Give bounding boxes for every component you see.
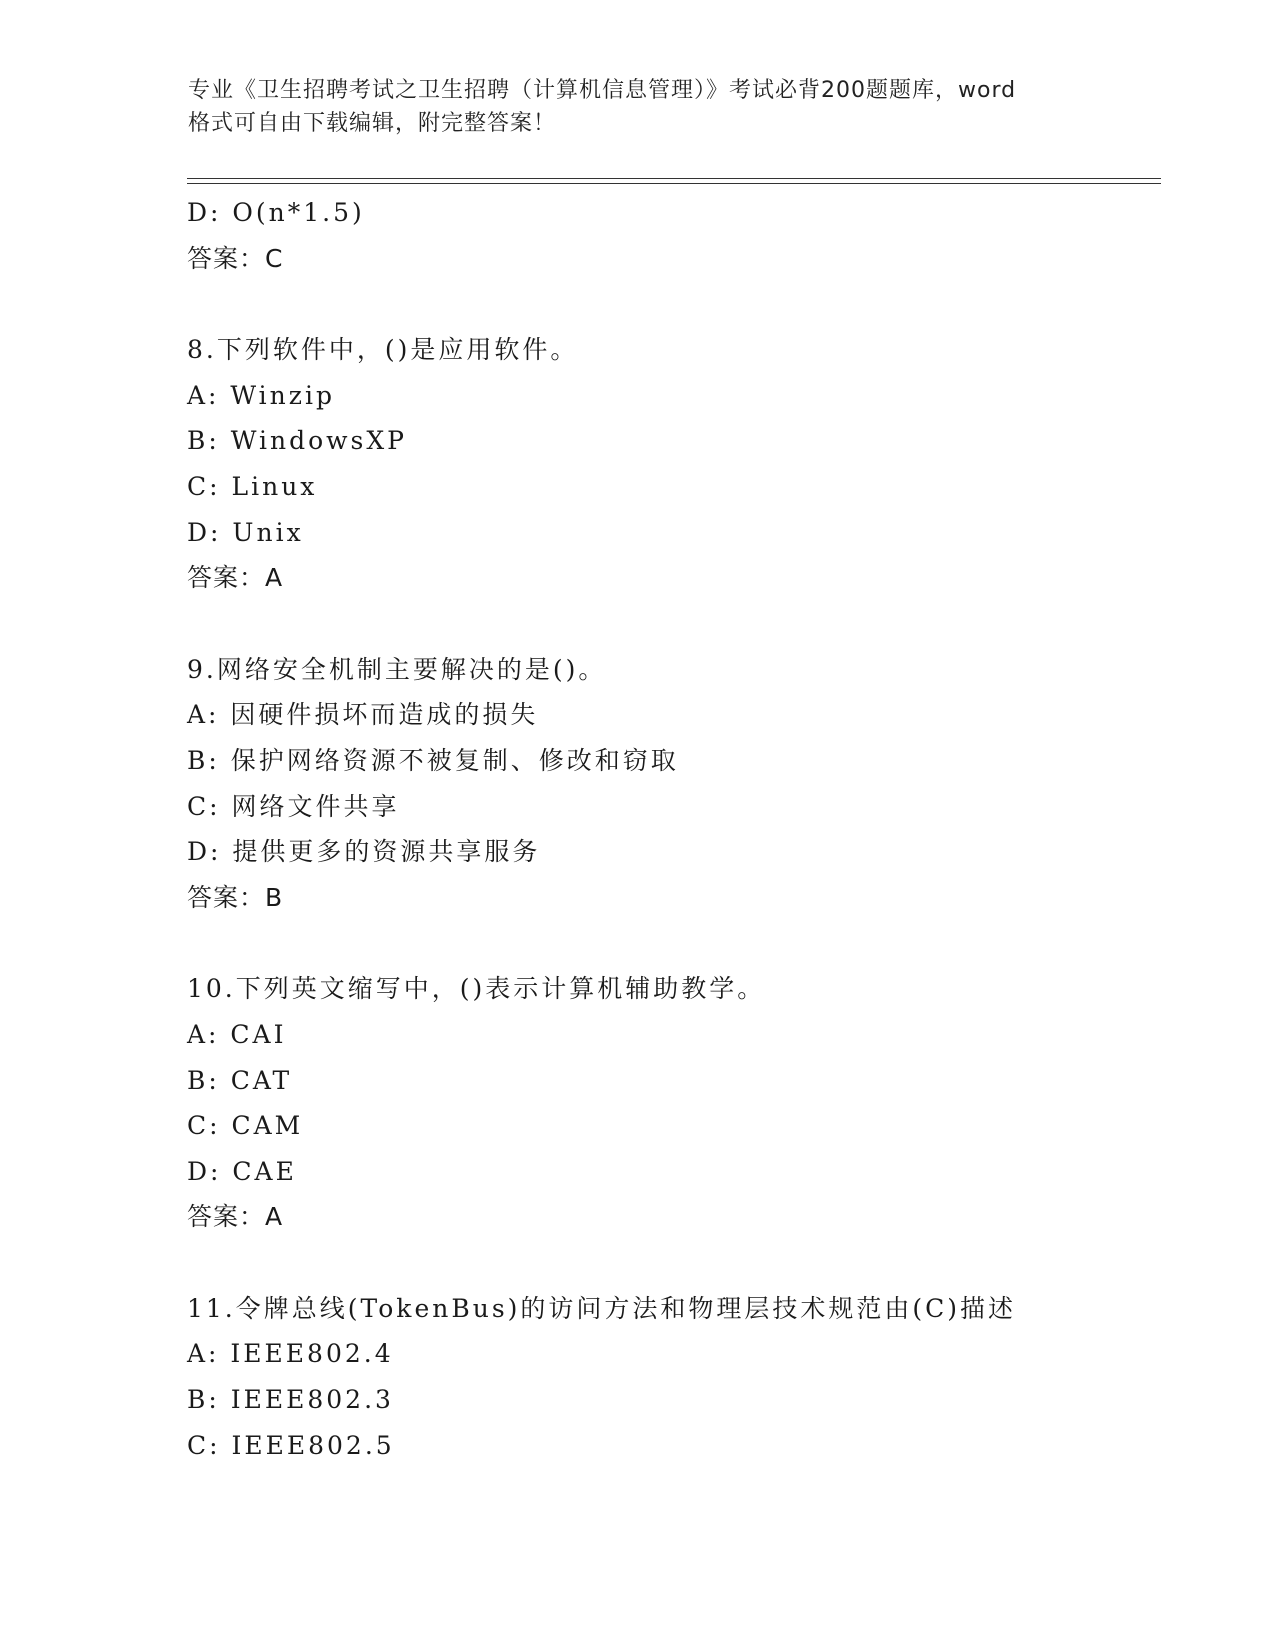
previous-question-tail xyxy=(187,190,1147,281)
question-9 xyxy=(187,647,1147,921)
answer-line: 答案：B xyxy=(187,882,284,912)
document-header xyxy=(188,74,1108,140)
header-line-1: 专业《卫生招聘考试之卫生招聘（计算机信息管理）》考试必背200题题库，word xyxy=(188,78,1017,103)
header-line-2: 格式可自由下载编辑，附完整答案！ xyxy=(188,111,557,136)
question-stem: 8.下列软件中，()是应用软件。 xyxy=(187,335,579,365)
option-b: B: 保护网络资源不被复制、修改和窃取 xyxy=(187,745,679,775)
question-stem: 9.网络安全机制主要解决的是()。 xyxy=(187,654,607,684)
question-10 xyxy=(187,966,1147,1240)
option-c: C: Linux xyxy=(187,471,318,501)
option-a: A: CAI xyxy=(187,1019,287,1049)
question-stem: 10.下列英文缩写中，()表示计算机辅助教学。 xyxy=(187,974,766,1004)
option-b: B: CAT xyxy=(187,1065,293,1095)
option-a: A: IEEE802.4 xyxy=(187,1339,394,1369)
option-d: D: 提供更多的资源共享服务 xyxy=(187,837,541,867)
option-c: C: IEEE802.5 xyxy=(187,1430,395,1460)
option-c: C: CAM xyxy=(187,1111,304,1141)
spacer xyxy=(187,920,1147,966)
header-divider-bottom xyxy=(187,183,1161,184)
spacer xyxy=(187,601,1147,647)
option-d: D: CAE xyxy=(187,1156,297,1186)
header-divider-top xyxy=(187,178,1161,179)
question-stem: 11.令牌总线(TokenBus)的访问方法和物理层技术规范由(C)描述 xyxy=(187,1293,1017,1323)
option-b: B: IEEE802.3 xyxy=(187,1385,394,1415)
question-list xyxy=(187,190,1147,1468)
option-c: C: 网络文件共享 xyxy=(187,791,400,821)
question-11 xyxy=(187,1286,1147,1468)
option-a: A: Winzip xyxy=(187,380,335,410)
option-d: D: Unix xyxy=(187,517,304,547)
spacer xyxy=(187,1240,1147,1286)
answer-line: 答案：A xyxy=(187,563,284,593)
answer-line: 答案：C xyxy=(187,243,284,273)
option-b: B: WindowsXP xyxy=(187,426,407,456)
answer-line: 答案：A xyxy=(187,1202,284,1232)
option-d: D: O(n*1.5) xyxy=(187,198,365,227)
spacer xyxy=(187,281,1147,327)
question-8 xyxy=(187,327,1147,601)
option-a: A: 因硬件损坏而造成的损失 xyxy=(187,700,539,730)
